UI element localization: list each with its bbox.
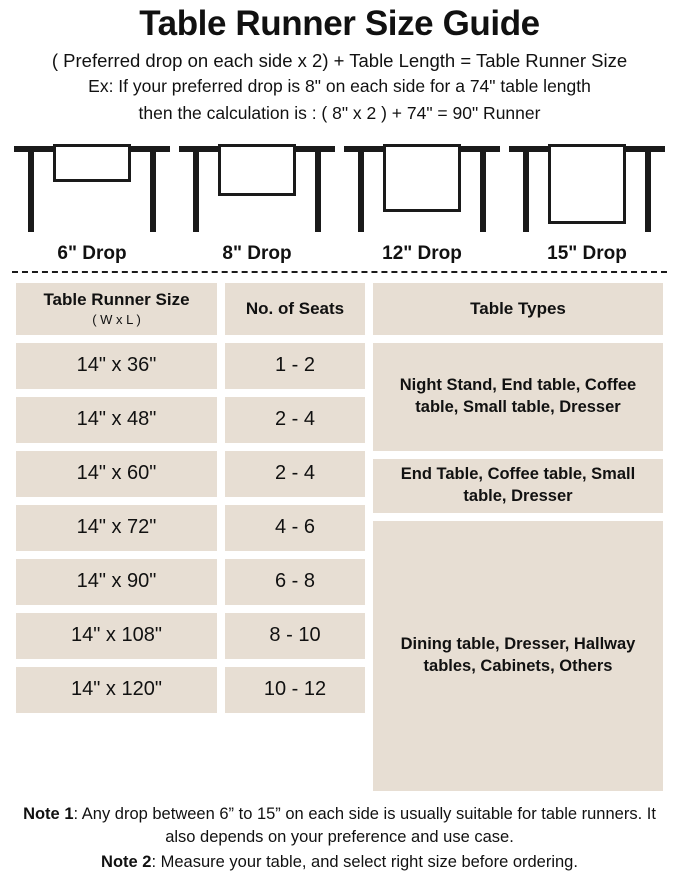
column-header-seats: No. of Seats — [225, 283, 365, 335]
table-row: 1 - 2 — [225, 343, 365, 389]
table-leg-right-shape — [645, 152, 651, 232]
table-row: 2 - 4 — [225, 451, 365, 497]
table-row: 14" x 90" — [16, 559, 217, 605]
table-row: 14" x 36" — [16, 343, 217, 389]
table-diagram-icon — [179, 136, 335, 240]
runner-drop-shape — [53, 144, 131, 182]
runner-drop-shape — [383, 144, 461, 212]
section-divider — [12, 271, 667, 273]
table-row: 14" x 72" — [16, 505, 217, 551]
table-leg-left-shape — [193, 152, 199, 232]
drop-item-3 — [509, 136, 665, 265]
column-header-size — [16, 283, 217, 335]
drop-label: 15" Drop — [547, 242, 627, 264]
table-leg-left-shape — [28, 152, 34, 232]
table-leg-right-shape — [480, 152, 486, 232]
column-header-size-sublabel: ( W x L ) — [92, 312, 141, 328]
drop-item-2 — [344, 136, 500, 265]
runner-drop-shape — [218, 144, 296, 196]
formula-text: ( Preferred drop on each side x 2) + Table Length = Table Runner Size — [51, 50, 628, 72]
table-row: 10 - 12 — [225, 667, 365, 713]
table-row: 14" x 60" — [16, 451, 217, 497]
table-row: 8 - 10 — [225, 613, 365, 659]
table-leg-right-shape — [315, 152, 321, 232]
table-leg-left-shape — [523, 152, 529, 232]
drop-item-0 — [14, 136, 170, 265]
table-diagram-icon — [14, 136, 170, 240]
table-row: 4 - 6 — [225, 505, 365, 551]
drop-item-1 — [179, 136, 335, 265]
column-header-size-label: Table Runner Size — [43, 290, 190, 310]
drop-label: 6" Drop — [57, 242, 127, 264]
table-row: End Table, Coffee table, Small table, Dresser — [373, 459, 663, 513]
drop-label: 8" Drop — [222, 242, 292, 264]
column-seats — [225, 283, 365, 799]
table-row: 2 - 4 — [225, 397, 365, 443]
table-row: Dining table, Dresser, Hallway tables, Cabinets, Others — [373, 521, 663, 791]
notes-section — [8, 799, 671, 875]
note-2 — [18, 851, 661, 874]
note-2-label: Note 2 — [101, 853, 152, 872]
drop-illustrations — [8, 136, 671, 265]
table-row: 14" x 120" — [16, 667, 217, 713]
table-row: 14" x 48" — [16, 397, 217, 443]
note-2-text: : Measure your table, and select right size before ordering. — [151, 853, 578, 872]
column-header-types: Table Types — [373, 283, 663, 335]
table-row: 14" x 108" — [16, 613, 217, 659]
table-diagram-icon — [344, 136, 500, 240]
drop-label: 12" Drop — [382, 242, 462, 264]
example-line-1: Ex: If your preferred drop is 8" on each side for a 74" table length — [88, 76, 591, 97]
table-leg-left-shape — [358, 152, 364, 232]
note-1 — [18, 803, 661, 850]
page-title: Table Runner Size Guide — [139, 4, 540, 43]
infographic-page — [0, 4, 679, 872]
table-diagram-icon — [509, 136, 665, 240]
example-line-2: then the calculation is : ( 8" x 2 ) + 74" = 90" Runner — [138, 103, 541, 123]
runner-drop-shape — [548, 144, 626, 224]
column-runner-size — [16, 283, 217, 799]
column-table-types — [373, 283, 663, 799]
size-table — [8, 283, 671, 799]
note-1-label: Note 1 — [23, 804, 74, 823]
table-row: 6 - 8 — [225, 559, 365, 605]
table-leg-right-shape — [150, 152, 156, 232]
table-row: Night Stand, End table, Coffee table, Small table, Dresser — [373, 343, 663, 451]
note-1-text: : Any drop between 6” to 15” on each side is usually suitable for table runners. It also depends on your preference and use case. — [73, 804, 656, 847]
